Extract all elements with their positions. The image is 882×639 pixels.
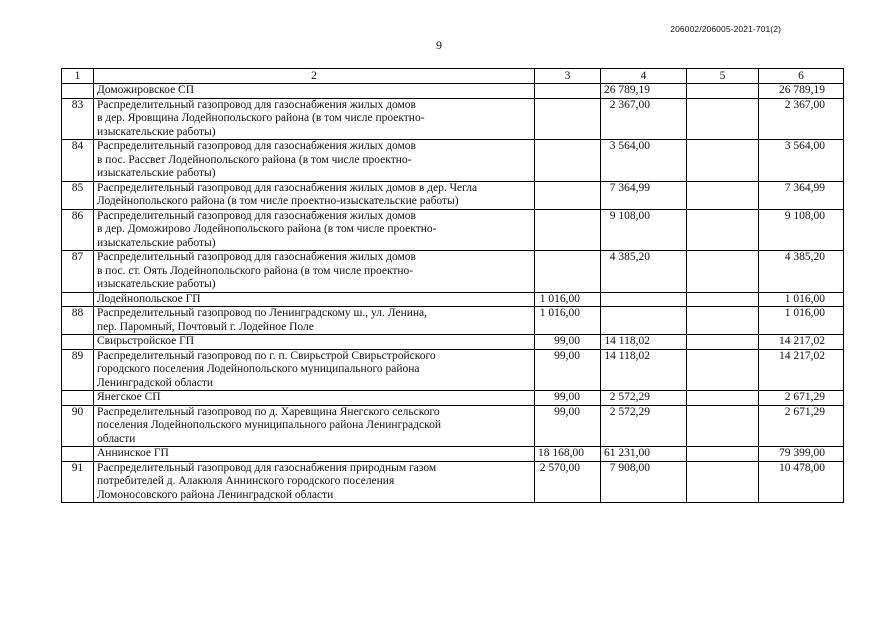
value-col6: 1 016,00 (759, 292, 844, 307)
table-row (62, 181, 844, 209)
value-col6: 26 789,19 (759, 84, 844, 99)
value-col5 (687, 140, 759, 182)
row-number: 87 (62, 251, 94, 293)
value-col3: 99,00 (535, 335, 601, 350)
row-number (62, 84, 94, 99)
value-col6: 4 385,20 (759, 251, 844, 293)
value-col4: 61 231,00 (601, 447, 687, 462)
page-number: 9 (436, 38, 442, 52)
table-row (62, 405, 844, 447)
row-number: 86 (62, 209, 94, 251)
value-col5 (687, 349, 759, 391)
row-number (62, 391, 94, 406)
value-col6: 1 016,00 (759, 307, 844, 335)
value-col5 (687, 251, 759, 293)
row-name: Распределительный газопровод для газоснабжения жилых домов в дер. Доможирово Лодейнопольского района (в том числе проектно- изыскательские работы) (94, 209, 535, 251)
value-col6: 3 564,00 (759, 140, 844, 182)
value-col3: 99,00 (535, 391, 601, 406)
value-col5 (687, 335, 759, 350)
table-row (62, 307, 844, 335)
value-col5 (687, 181, 759, 209)
value-col4: 7 364,99 (601, 181, 687, 209)
row-number: 83 (62, 98, 94, 140)
value-col4 (601, 307, 687, 335)
value-col6: 9 108,00 (759, 209, 844, 251)
value-col3 (535, 251, 601, 293)
value-col5 (687, 307, 759, 335)
value-col6: 7 364,99 (759, 181, 844, 209)
value-col3: 2 570,00 (535, 461, 601, 503)
header-cell: 1 (62, 69, 94, 84)
value-col5 (687, 391, 759, 406)
value-col5 (687, 447, 759, 462)
row-number: 88 (62, 307, 94, 335)
subtotal-row (62, 447, 844, 462)
value-col4: 14 118,02 (601, 349, 687, 391)
subtotal-row (62, 335, 844, 350)
value-col5 (687, 209, 759, 251)
table-row (62, 461, 844, 503)
value-col5 (687, 292, 759, 307)
row-number: 90 (62, 405, 94, 447)
value-col3: 18 168,00 (535, 447, 601, 462)
value-col4: 2 572,29 (601, 405, 687, 447)
table-row (62, 349, 844, 391)
value-col4: 7 908,00 (601, 461, 687, 503)
row-number (62, 292, 94, 307)
value-col6: 2 671,29 (759, 405, 844, 447)
document-id: 206002/206005-2021-701(2) (670, 24, 781, 34)
row-name: Распределительный газопровод по Ленинградскому ш., ул. Ленина, пер. Паромный, Почтовый г. Лодейное Поле (94, 307, 535, 335)
value-col3: 1 016,00 (535, 307, 601, 335)
value-col5 (687, 461, 759, 503)
value-col4: 26 789,19 (601, 84, 687, 99)
value-col6: 2 367,00 (759, 98, 844, 140)
header-cell: 2 (94, 69, 535, 84)
row-name: Свирьстройское ГП (94, 335, 535, 350)
value-col6: 79 399,00 (759, 447, 844, 462)
value-col4 (601, 292, 687, 307)
header-row (62, 69, 844, 84)
row-name: Распределительный газопровод по г. п. Свирьстрой Свирьстройского городского поселения Лодейнопольского муниципального района Ленинградской области (94, 349, 535, 391)
row-name: Распределительный газопровод для газоснабжения жилых домов в пос. ст. Оять Лодейнопольского района (в том числе проектно- изыскательские работы) (94, 251, 535, 293)
value-col3 (535, 140, 601, 182)
header-cell: 5 (687, 69, 759, 84)
row-number (62, 447, 94, 462)
value-col6: 14 217,02 (759, 335, 844, 350)
subtotal-row (62, 391, 844, 406)
value-col3: 99,00 (535, 349, 601, 391)
value-col4: 4 385,20 (601, 251, 687, 293)
table-row (62, 140, 844, 182)
value-col5 (687, 405, 759, 447)
value-col3 (535, 209, 601, 251)
value-col3: 99,00 (535, 405, 601, 447)
value-col6: 14 217,02 (759, 349, 844, 391)
row-name: Распределительный газопровод для газоснабжения жилых домов в пос. Рассвет Лодейнопольского района (в том числе проектно- изыскательские работы) (94, 140, 535, 182)
value-col3 (535, 98, 601, 140)
row-number: 84 (62, 140, 94, 182)
row-name: Распределительный газопровод для газоснабжения природным газом потребителей д. Алакюля Аннинского городского поселения Ломоносовского района Ленинградской области (94, 461, 535, 503)
header-cell: 4 (601, 69, 687, 84)
value-col6: 10 478,00 (759, 461, 844, 503)
row-name: Распределительный газопровод для газоснабжения жилых домов в дер. Чегла Лодейнопольского района (в том числе проектно-изыскательские работы) (94, 181, 535, 209)
row-name: Распределительный газопровод по д. Харевщина Янегского сельского поселения Лодейнопольского муниципального района Ленинградской области (94, 405, 535, 447)
value-col4: 9 108,00 (601, 209, 687, 251)
table-row (62, 251, 844, 293)
header-cell: 6 (759, 69, 844, 84)
value-col6: 2 671,29 (759, 391, 844, 406)
row-name: Янегское СП (94, 391, 535, 406)
value-col5 (687, 84, 759, 99)
row-name: Лодейнопольское ГП (94, 292, 535, 307)
value-col3 (535, 84, 601, 99)
value-col3 (535, 181, 601, 209)
value-col4: 3 564,00 (601, 140, 687, 182)
row-name: Доможировское СП (94, 84, 535, 99)
value-col4: 2 572,29 (601, 391, 687, 406)
value-col5 (687, 98, 759, 140)
subtotal-row (62, 84, 844, 99)
table-row (62, 98, 844, 140)
subtotal-row (62, 292, 844, 307)
row-name: Аннинское ГП (94, 447, 535, 462)
row-number (62, 335, 94, 350)
row-number: 85 (62, 181, 94, 209)
row-name: Распределительный газопровод для газоснабжения жилых домов в дер. Яровщина Лодейнопольского района (в том числе проектно- изыскательские работы) (94, 98, 535, 140)
row-number: 89 (62, 349, 94, 391)
value-col3: 1 016,00 (535, 292, 601, 307)
budget-table (61, 68, 844, 503)
header-cell: 3 (535, 69, 601, 84)
row-number: 91 (62, 461, 94, 503)
value-col4: 14 118,02 (601, 335, 687, 350)
value-col4: 2 367,00 (601, 98, 687, 140)
table-row (62, 209, 844, 251)
